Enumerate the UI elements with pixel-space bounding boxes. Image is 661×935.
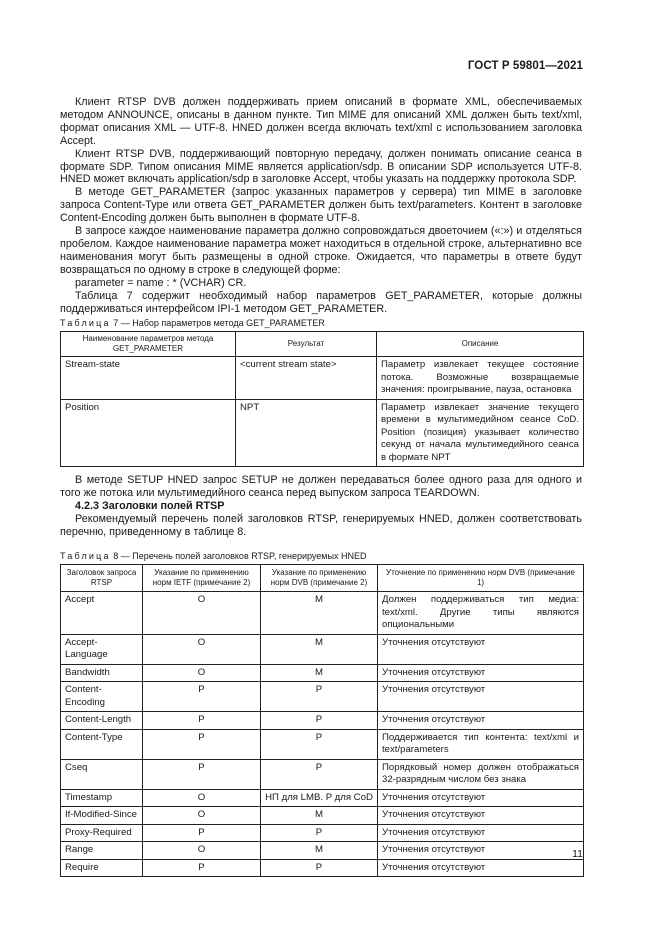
table-cell: Stream-state xyxy=(61,357,236,400)
table-header: Наименование параметров метода GET_PARAMETER xyxy=(61,332,236,357)
table-header: Указание по применению норм IETF (примечание 2) xyxy=(143,565,261,592)
paragraph: В методе GET_PARAMETER (запрос указанных параметров у сервера) тип MIME в заголовке запроса Content-Type или ответа GET_PARAMETER должен быть text/parameters. Контент в заголовке Content-Encoding должен быть выполнен в формате UTF-8. xyxy=(60,186,582,225)
table-row xyxy=(61,789,584,807)
table-row xyxy=(61,807,584,825)
table-cell: Параметр извлекает значение текущего времени в мультимедийном сеансе CoD. Position (позиция) указывает количество секунд от начала мультимедийного сеанса в формате NPT xyxy=(377,399,584,467)
table-cell: P xyxy=(261,682,378,712)
table-header-row xyxy=(61,332,584,357)
table-cell: Position xyxy=(61,399,236,467)
table-cell: Уточнения отсутствуют xyxy=(378,824,584,842)
table-cell: M xyxy=(261,842,378,860)
table-row xyxy=(61,842,584,860)
table7-caption: Таблица 7 — Набор параметров метода GET_PARAMETER xyxy=(60,318,325,328)
table-row xyxy=(61,664,584,682)
table-cell: Поддерживается тип контента: text/xml и text/parameters xyxy=(378,729,584,759)
table-cell: Bandwidth xyxy=(61,664,143,682)
table-cell: O xyxy=(143,842,261,860)
table-cell: Accept-Language xyxy=(61,634,143,664)
table-header: Уточнение по применению норм DVB (примечание 1) xyxy=(378,565,584,592)
table-row xyxy=(61,682,584,712)
table-row xyxy=(61,859,584,877)
body-text-after xyxy=(60,474,582,539)
table-cell: Параметр извлекает текущее состояние потока. Возможные возвращаемые значения: проигрывание, пауза, остановка xyxy=(377,357,584,400)
table-row xyxy=(61,729,584,759)
table-cell: Уточнения отсутствуют xyxy=(378,842,584,860)
table-cell: P xyxy=(261,712,378,730)
paragraph: Рекомендуемый перечень полей заголовков RTSP, генерируемых HNED, должен соответствовать перечню, приведенному в таблице 8. xyxy=(60,512,582,538)
table-row xyxy=(61,712,584,730)
table-cell: Уточнения отсутствуют xyxy=(378,664,584,682)
table-cell: Уточнения отсутствуют xyxy=(378,682,584,712)
table-cell: O xyxy=(143,664,261,682)
table-cell: O xyxy=(143,634,261,664)
table-cell: Accept xyxy=(61,592,143,635)
table-cell: <current stream state> xyxy=(236,357,377,400)
table-cell: Должен поддерживаться тип медиа: text/xml. Другие типы являются опциональными xyxy=(378,592,584,635)
table-cell: M xyxy=(261,807,378,825)
table8-caption: Таблица 8 — Перечень полей заголовков RTSP, генерируемых HNED xyxy=(60,551,367,561)
table-cell: Content-Encoding xyxy=(61,682,143,712)
table-cell: Уточнения отсутствуют xyxy=(378,789,584,807)
table-header: Описание xyxy=(377,332,584,357)
table-cell: Уточнения отсутствуют xyxy=(378,859,584,877)
table-row xyxy=(61,357,584,400)
table8 xyxy=(60,564,584,877)
table-cell: Порядковый номер должен отображаться 32-разрядным числом без знака xyxy=(378,759,584,789)
formula-line: parameter = name : * (VCHAR) CR. xyxy=(75,276,247,289)
table-cell: P xyxy=(143,682,261,712)
table-cell: If-Modified-Since xyxy=(61,807,143,825)
table-row xyxy=(61,399,584,467)
body-text-before xyxy=(60,96,582,315)
table-cell: P xyxy=(143,824,261,842)
table-cell: P xyxy=(261,859,378,877)
table-cell: Range xyxy=(61,842,143,860)
table-header: Указание по применению норм DVB (примечание 2) xyxy=(261,565,378,592)
table-cell: Уточнения отсутствуют xyxy=(378,634,584,664)
paragraph: В методе SETUP HNED запрос SETUP не должен передаваться более одного раза для одного и того же потока или мультимедийного сеанса перед выпуском запроса TEARDOWN. xyxy=(60,474,582,499)
table-cell: P xyxy=(143,729,261,759)
table-cell: O xyxy=(143,592,261,635)
table-row xyxy=(61,824,584,842)
section-heading: 4.2.3 Заголовки полей RTSP xyxy=(75,499,225,512)
paragraph: Таблица 7 содержит необходимый набор параметров GET_PARAMETER, которые должны поддерживаться интерфейсом IPI-1 методом GET_PARAMETER. xyxy=(60,289,582,315)
table-cell: P xyxy=(143,712,261,730)
table-cell: M xyxy=(261,634,378,664)
table-cell: P xyxy=(261,824,378,842)
table-row xyxy=(61,592,584,635)
table-header: Заголовок запроса RTSP xyxy=(61,565,143,592)
table-cell: NPT xyxy=(236,399,377,467)
table-row xyxy=(61,759,584,789)
table-cell: Require xyxy=(61,859,143,877)
table-cell: Timestamp xyxy=(61,789,143,807)
table-cell: P xyxy=(261,729,378,759)
table-cell: P xyxy=(143,759,261,789)
table-cell: M xyxy=(261,592,378,635)
page-header-standard: ГОСТ Р 59801—2021 xyxy=(467,60,583,72)
table-cell: P xyxy=(261,759,378,789)
table-header: Результат xyxy=(236,332,377,357)
table-cell: НП для LMB. P для CoD xyxy=(261,789,378,807)
table-row xyxy=(61,634,584,664)
table-cell: O xyxy=(143,807,261,825)
table-cell: M xyxy=(261,664,378,682)
table7 xyxy=(60,331,584,467)
table-header-row xyxy=(61,565,584,592)
paragraph: Клиент RTSP DVB, поддерживающий повторную передачу, должен понимать описание сеанса в формате SDP. Типом описания MIME является application/sdp. В описании SDP используется UTF-8. HNED может включать application/sdp в заголовке Accept, чтобы указать на поддержку протокола SDP. xyxy=(60,147,582,186)
table-cell: Content-Length xyxy=(61,712,143,730)
table-cell: Proxy-Required xyxy=(61,824,143,842)
paragraph: Клиент RTSP DVB должен поддерживать прием описаний в формате XML, обеспечиваемых методом ANNOUNCE, описаны в данном пункте. Тип MIME для описаний XML должен быть text/xml, формат описания XML — UTF-8. HNED должен всегда включать text/xml с использованием заголовка Accept. xyxy=(60,96,582,147)
table-cell: Cseq xyxy=(61,759,143,789)
table-cell: Content-Type xyxy=(61,729,143,759)
table-cell: Уточнения отсутствуют xyxy=(378,807,584,825)
page-number: 11 xyxy=(572,848,583,860)
table-cell: O xyxy=(143,789,261,807)
table-cell: Уточнения отсутствуют xyxy=(378,712,584,730)
table-cell: P xyxy=(143,859,261,877)
paragraph: В запросе каждое наименование параметра должно сопровождаться двоеточием («:») и отделяться пробелом. Каждое наименование параметра может находиться в отдельной строке, альтернативно все наименования могут быть размещены в одной строке. Ожидается, что параметры в ответе будут возвращаться по одному в строке в следующей форме: xyxy=(60,225,582,276)
